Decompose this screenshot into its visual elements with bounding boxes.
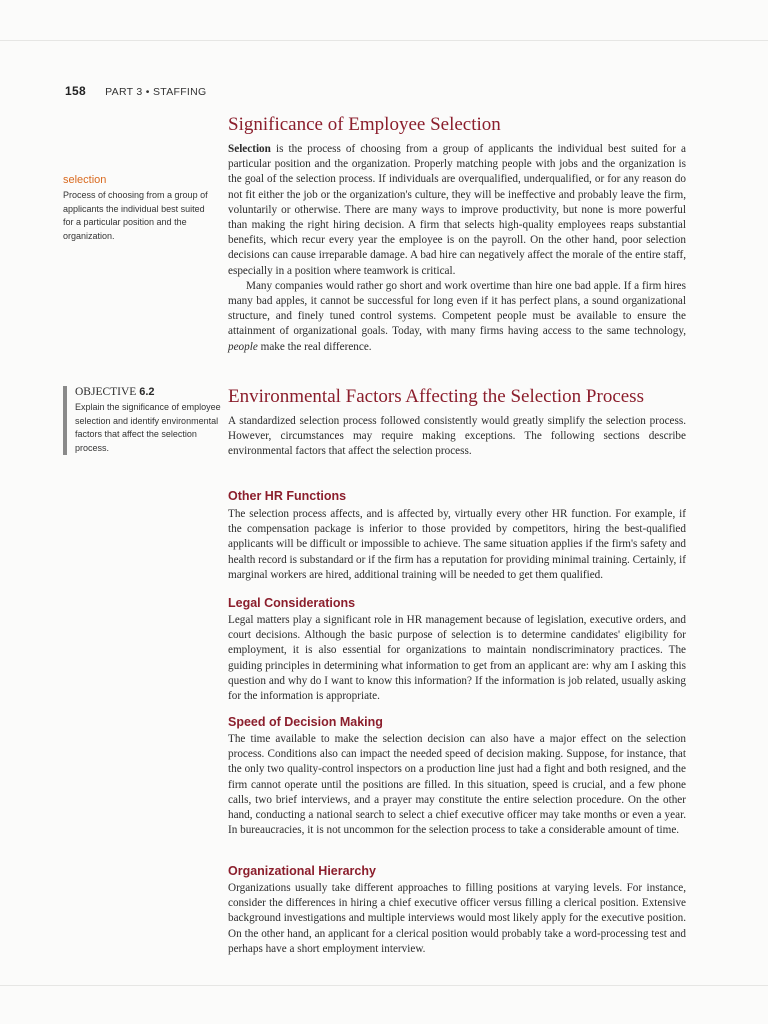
paragraph-significance-2: [228, 279, 686, 355]
scan-line-top: [0, 40, 768, 41]
paragraph-legal-considerations: Legal matters play a significant role in HR management because of legislation, executive orders, and court decisions. Although the basic purpose of selection is to determine candidates' eligibility for employment, it is also essential for organizations to maintain nondiscriminatory practices. The guiding principles in determining what information to get from an applicant are: why am I asking this question and why do I want to know this information? If the information is job related, usually asking for the information is appropriate.: [228, 614, 686, 703]
section-label: PART 3 • STAFFING: [105, 86, 207, 98]
subheading-other-hr-functions: Other HR Functions: [228, 489, 347, 503]
margin-term: selection: [63, 174, 107, 186]
section-title-environmental: Environmental Factors Affecting the Selection Process: [228, 386, 644, 407]
scan-line-bottom: [0, 985, 768, 986]
objective-title: [75, 386, 225, 398]
running-header: [65, 84, 207, 98]
paragraph-organizational-hierarchy: Organizations usually take different approaches to filling positions at varying levels. For instance, consider the differences in hiring a chief executive officer versus filling a clerical position. Extensive background investigations and multiple interviews would most likely apply for the executive position. On the other hand, an applicant for a clerical position would probably take a word-processing test and perhaps have a short employment interview.: [228, 882, 686, 955]
selection-term: Selection: [228, 143, 271, 155]
margin-definition: [63, 174, 213, 243]
subheading-speed-of-decision-making: Speed of Decision Making: [228, 715, 383, 729]
page-number: 158: [65, 84, 86, 98]
objective-label: OBJECTIVE: [75, 386, 137, 398]
paragraph-significance-1: [228, 142, 686, 279]
section-environmental: [228, 385, 686, 460]
subheading-organizational-hierarchy: Organizational Hierarchy: [228, 864, 376, 878]
objective-box: [63, 386, 225, 455]
subheading-legal-considerations: Legal Considerations: [228, 596, 356, 610]
objective-number: 6.2: [139, 386, 155, 398]
paragraph-text: is the process of choosing from a group of applicants the individual best suited for a particular position and the organization. Properly matching people with jobs and the organization is the goal of the selection process. If individuals are overqualified, underqualified, or for any reason do not fit either the job or the organization's culture, they will be ineffective and probably leave the firm, voluntarily or otherwise. There are many ways to improve productivity, but none is more powerful than making the right hiring decision. A firm that selects high-quality employees reaps substantial benefits, which recur every year the employee is on the payroll. On the other hand, poor selection decisions can cause irreparable damage. A bad hire can negatively affect the morale of the entire staff, especially in a position where teamwork is critical.: [228, 143, 686, 277]
section-significance: [228, 113, 686, 355]
section-title-significance: Significance of Employee Selection: [228, 114, 501, 135]
paragraph-text: Many companies would rather go short and work overtime than hire one bad apple. If a firm hires many bad apples, it cannot be successful for long even if it has perfect plans, a sound organizational structure, and finely tuned control systems. Competent people must be available to ensure the attainment of organizational goals. Today, with many firms having access to the same technology,: [228, 279, 686, 338]
paragraph-speed-of-decision-making: The time available to make the selection decision can also have a major effect on the selection process. Conditions also can impact the needed speed of decision making. Suppose, for instance, that the only two quality-control inspectors on a production line just had a fight and both resigned, and the firm cannot operate until the positions are filled. In this situation, speed is crucial, and a few phone calls, two brief interviews, and a prayer may constitute the entire selection procedure. On the other hand, conducting a national search to select a chief executive officer may take months or even a year. In bureaucracies, it is not uncommon for the selection process to take a considerable amount of time.: [228, 733, 686, 837]
margin-term-definition: Process of choosing from a group of applicants the individual best suited for a particular position and the organization.: [63, 190, 208, 241]
objective-text: Explain the significance of employee selection and identify environmental factors that affect the selection process.: [75, 402, 221, 453]
emphasis-people: people: [228, 340, 258, 353]
paragraph-other-hr-functions: The selection process affects, and is affected by, virtually every other HR function. For example, if the compensation package is inferior to those provided by competitors, hiring the best-qualified applicants will be difficult or impossible to achieve. The same situation applies if the firm's safety and health record is substandard or if the firm has a reputation for providing minimal training. Certainly, if marginal workers are hired, additional training will be needed to get them qualified.: [228, 508, 686, 581]
paragraph-environmental-intro: A standardized selection process followed consistently would greatly simplify the selection process. However, circumstances may require making exceptions. The following sections describe environmental factors that affect the selection process.: [228, 415, 686, 458]
paragraph-text: make the real difference.: [257, 340, 372, 353]
